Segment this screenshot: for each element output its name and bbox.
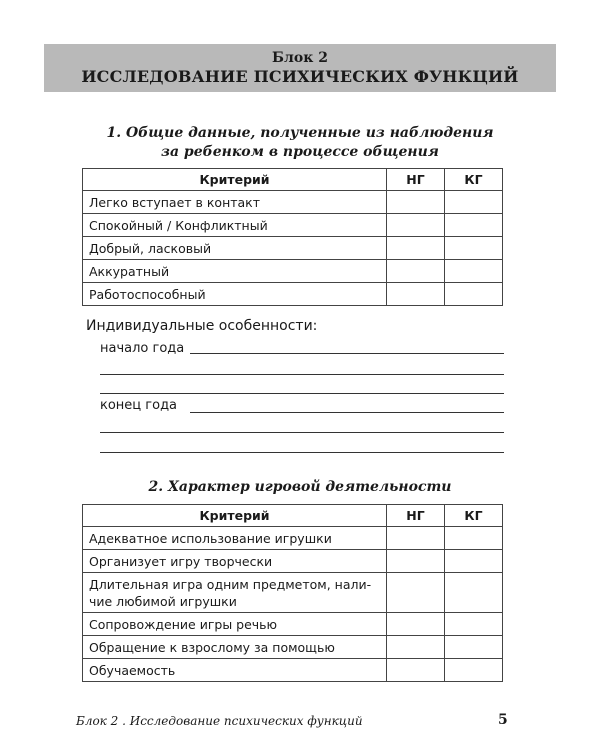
criterion-cell: Добрый, ласковый	[83, 237, 387, 260]
running-footer-title: Блок 2 . Исследование психических функций	[76, 714, 363, 728]
criteria-table-1	[82, 168, 503, 306]
kg-cell[interactable]	[445, 613, 503, 636]
ng-cell[interactable]	[387, 283, 445, 306]
table-row	[83, 283, 503, 306]
individual-features-heading: Индивидуальные особенности:	[86, 318, 318, 334]
criterion-cell: Легко вступает в контакт	[83, 191, 387, 214]
criterion-cell: Обращение к взрослому за помощью	[83, 636, 387, 659]
ng-cell[interactable]	[387, 573, 445, 613]
column-header-kg: КГ	[445, 169, 503, 191]
criterion-cell: Работоспособный	[83, 283, 387, 306]
ng-cell[interactable]	[387, 237, 445, 260]
ng-cell[interactable]	[387, 659, 445, 682]
table-row	[83, 550, 503, 573]
ng-cell[interactable]	[387, 550, 445, 573]
criterion-cell: Сопровождение игры речью	[83, 613, 387, 636]
block-title: ИССЛЕДОВАНИЕ ПСИХИЧЕСКИХ ФУНКЦИЙ	[81, 67, 519, 86]
end-of-year-label: конец года	[100, 398, 178, 413]
section1-title-line1: 1. Общие данные, полученные из наблюдения	[106, 125, 494, 141]
table-header-row	[83, 505, 503, 527]
kg-cell[interactable]	[445, 659, 503, 682]
start-of-year-label: начало года	[100, 341, 185, 356]
table-row	[83, 191, 503, 214]
criterion-cell: Спокойный / Конфликтный	[83, 214, 387, 237]
end-of-year-line-1[interactable]	[190, 412, 504, 413]
table-row	[83, 659, 503, 682]
column-header-criterion: Критерий	[83, 169, 387, 191]
ng-cell[interactable]	[387, 214, 445, 237]
table-row	[83, 613, 503, 636]
criterion-cell: Адекватное использование игрушки	[83, 527, 387, 550]
ng-cell[interactable]	[387, 260, 445, 283]
table-header-row	[83, 169, 503, 191]
block-number: Блок 2	[272, 50, 328, 66]
page-number: 5	[498, 712, 508, 728]
end-of-year-line-3[interactable]	[100, 452, 504, 453]
kg-cell[interactable]	[445, 237, 503, 260]
table-row	[83, 636, 503, 659]
criteria-table-2	[82, 504, 503, 682]
kg-cell[interactable]	[445, 550, 503, 573]
kg-cell[interactable]	[445, 191, 503, 214]
kg-cell[interactable]	[445, 214, 503, 237]
table-row	[83, 214, 503, 237]
column-header-ng: НГ	[387, 505, 445, 527]
criterion-text-line2: чие любимой игрушки	[89, 593, 237, 609]
table-row	[83, 527, 503, 550]
criterion-text-line1: Длительная игра одним предметом, нали-	[89, 576, 372, 592]
start-of-year-line-3[interactable]	[100, 393, 504, 394]
kg-cell[interactable]	[445, 573, 503, 613]
start-of-year-line-2[interactable]	[100, 374, 504, 375]
end-of-year-line-2[interactable]	[100, 432, 504, 433]
criterion-cell: Обучаемость	[83, 659, 387, 682]
section2-title: 2. Характер игровой деятельности	[148, 479, 452, 495]
table-row	[83, 260, 503, 283]
column-header-criterion: Критерий	[83, 505, 387, 527]
block-header	[44, 44, 556, 92]
kg-cell[interactable]	[445, 527, 503, 550]
column-header-kg: КГ	[445, 505, 503, 527]
criterion-cell: Организует игру творчески	[83, 550, 387, 573]
ng-cell[interactable]	[387, 527, 445, 550]
column-header-ng: НГ	[387, 169, 445, 191]
ng-cell[interactable]	[387, 636, 445, 659]
table-row	[83, 237, 503, 260]
kg-cell[interactable]	[445, 260, 503, 283]
table-row	[83, 573, 503, 613]
start-of-year-line-1[interactable]	[190, 353, 504, 354]
ng-cell[interactable]	[387, 613, 445, 636]
criterion-cell	[83, 573, 387, 613]
ng-cell[interactable]	[387, 191, 445, 214]
section1-title-line2: за ребенком в процессе общения	[161, 144, 439, 160]
kg-cell[interactable]	[445, 283, 503, 306]
kg-cell[interactable]	[445, 636, 503, 659]
criterion-cell: Аккуратный	[83, 260, 387, 283]
